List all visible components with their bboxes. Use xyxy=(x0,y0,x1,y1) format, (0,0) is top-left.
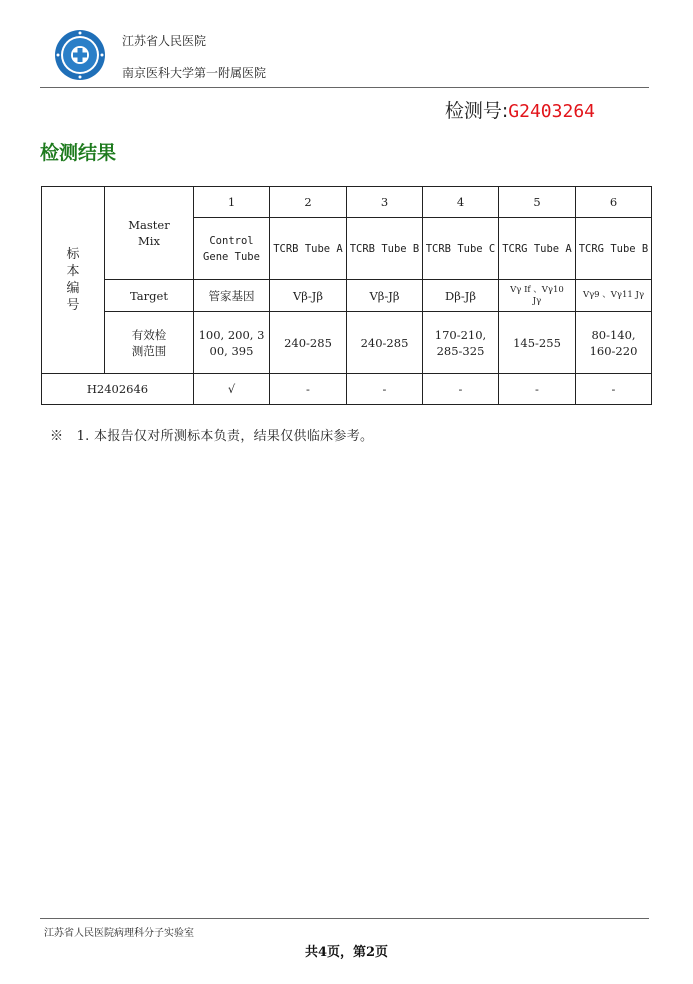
col-index: 6 xyxy=(576,187,652,218)
page-number: 共4页，第2页 xyxy=(304,945,389,960)
range-value: 240-285 xyxy=(347,312,423,374)
table-row xyxy=(42,374,652,405)
section-title: 检测结果 xyxy=(40,142,117,164)
tube-name: TCRB Tube C xyxy=(423,218,499,280)
tube-name: TCRG Tube A xyxy=(499,218,576,280)
target-value: Vβ-Jβ xyxy=(347,280,423,312)
hospital-logo xyxy=(54,29,106,81)
range-value: 80-140, 160-220 xyxy=(576,312,652,374)
target-label: Target xyxy=(105,280,194,312)
result-cell: - xyxy=(499,374,576,405)
col-index: 5 xyxy=(499,187,576,218)
tube-name: TCRB Tube A xyxy=(270,218,347,280)
footer-lab-name: 江苏省人民医院病理科分子实验室 xyxy=(44,928,194,939)
result-cell: - xyxy=(270,374,347,405)
range-row xyxy=(42,312,652,374)
range-value: 240-285 xyxy=(270,312,347,374)
hospital-affiliation: 南京医科大学第一附属医院 xyxy=(122,66,267,80)
range-value: 100, 200, 300, 395 xyxy=(194,312,270,374)
target-value: Vγ If 、Vγ10 Jγ xyxy=(499,280,576,312)
target-value: Dβ-Jβ xyxy=(423,280,499,312)
results-table xyxy=(41,186,652,405)
test-number xyxy=(445,96,595,123)
test-number-label: 检测号: xyxy=(444,100,509,122)
result-cell: - xyxy=(347,374,423,405)
tube-name: TCRG Tube B xyxy=(576,218,652,280)
result-cell: √ xyxy=(194,374,270,405)
sample-id: H2402646 xyxy=(42,374,194,405)
sample-id-header: 标本编号 xyxy=(42,187,105,374)
tube-name: TCRB Tube B xyxy=(347,218,423,280)
header-row-index xyxy=(42,187,652,218)
range-value: 170-210, 285-325 xyxy=(423,312,499,374)
footer-divider xyxy=(40,918,649,919)
col-index: 4 xyxy=(423,187,499,218)
tube-name: Control Gene Tube xyxy=(194,218,270,280)
target-value: 管家基因 xyxy=(194,280,270,312)
target-value: Vγ9 、Vγ11 Jγ xyxy=(576,280,652,312)
col-index: 1 xyxy=(194,187,270,218)
col-index: 2 xyxy=(270,187,347,218)
header-divider xyxy=(40,87,649,88)
target-value: Vβ-Jβ xyxy=(270,280,347,312)
range-value: 145-255 xyxy=(499,312,576,374)
test-number-value: G2403264 xyxy=(508,101,595,122)
range-label: 有效检测范围 xyxy=(105,312,194,374)
result-cell: - xyxy=(423,374,499,405)
target-row xyxy=(42,280,652,312)
col-index: 3 xyxy=(347,187,423,218)
master-mix-label: Master Mix xyxy=(105,187,194,280)
report-note: ※ 1. 本报告仅对所测标本负责，结果仅供临床参考。 xyxy=(50,429,374,444)
hospital-name: 江苏省人民医院 xyxy=(122,34,207,48)
result-cell: - xyxy=(576,374,652,405)
